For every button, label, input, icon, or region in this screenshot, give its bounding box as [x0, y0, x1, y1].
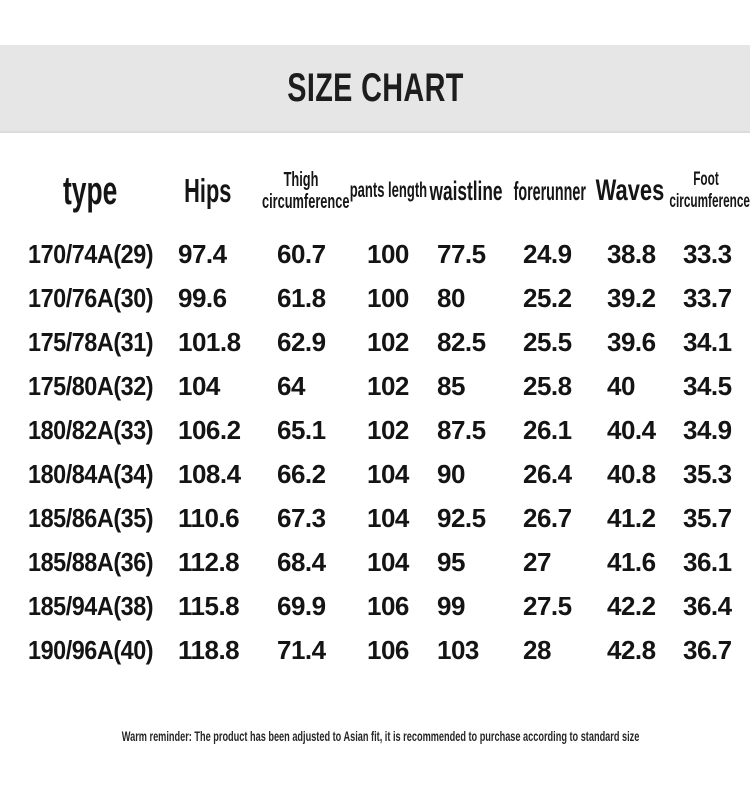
cell-value: 39.6 [607, 326, 656, 357]
table-cell-waistline [430, 591, 502, 622]
table-cell-foot-circumference [662, 371, 750, 402]
column-header-waistline [430, 176, 502, 207]
table-cell-type [20, 283, 160, 314]
table-cell-thigh-circumference [256, 415, 346, 446]
cell-value: 77.5 [437, 238, 486, 269]
cell-value: 106.2 [178, 414, 241, 445]
table-row [20, 408, 750, 452]
column-header-thigh-circumference [256, 169, 350, 213]
column-header-pants-length [346, 179, 430, 203]
cell-value: 65.1 [277, 414, 326, 445]
cell-value: 33.7 [683, 282, 732, 313]
table-cell-foot-circumference [662, 459, 750, 490]
cell-value: 108.4 [178, 458, 241, 489]
table-cell-forerunner [502, 371, 598, 402]
size-table [20, 150, 750, 672]
table-cell-pants-length [346, 459, 430, 490]
table-row [20, 584, 750, 628]
cell-value: 27 [523, 546, 551, 577]
cell-value: 40.4 [607, 414, 656, 445]
cell-value: 110.6 [178, 502, 240, 533]
table-cell-type [20, 459, 160, 490]
table-cell-forerunner [502, 283, 598, 314]
cell-value: 80 [437, 282, 465, 313]
reminder-text: Warm reminder: The product has been adjusted to Asian fit, it is recommended to purchase according to standard size [121, 729, 640, 744]
cell-value: 115.8 [178, 590, 240, 621]
table-cell-waistline [430, 327, 502, 358]
table-row [20, 540, 750, 584]
cell-value: 25.2 [523, 282, 572, 313]
cell-value: 34.9 [683, 414, 732, 445]
table-cell-pants-length [346, 503, 430, 534]
table-cell-waves [598, 547, 662, 578]
table-cell-thigh-circumference [256, 459, 346, 490]
table-cell-pants-length [346, 547, 430, 578]
column-header-label: Waves [595, 174, 665, 207]
table-cell-forerunner [502, 459, 598, 490]
cell-value: 100 [367, 282, 409, 313]
table-header-row [20, 150, 750, 232]
table-cell-foot-circumference [662, 327, 750, 358]
table-cell-foot-circumference [662, 415, 750, 446]
table-cell-foot-circumference [662, 547, 750, 578]
cell-value: 104 [367, 546, 409, 577]
column-header-foot-circumference [662, 169, 750, 213]
table-cell-waves [598, 371, 662, 402]
table-cell-type [20, 591, 160, 622]
table-cell-hips [160, 371, 256, 402]
table-cell-foot-circumference [662, 283, 750, 314]
cell-value: 97.4 [178, 238, 227, 269]
cell-value: 68.4 [277, 546, 326, 577]
column-header-label: type [62, 168, 118, 213]
table-row [20, 276, 750, 320]
table-cell-waves [598, 283, 662, 314]
cell-value: 35.3 [683, 458, 732, 489]
table-cell-waves [598, 415, 662, 446]
cell-value: 71.4 [277, 634, 326, 665]
cell-value: 26.7 [523, 502, 572, 533]
cell-value: 33.3 [683, 238, 732, 269]
table-cell-thigh-circumference [256, 239, 346, 270]
column-header-label: forerunner [513, 175, 587, 206]
table-cell-forerunner [502, 239, 598, 270]
cell-value: 40 [607, 370, 635, 401]
table-cell-type [20, 371, 160, 402]
cell-value: 40.8 [607, 458, 656, 489]
table-cell-pants-length [346, 283, 430, 314]
cell-value: 102 [367, 326, 409, 357]
cell-value: 104 [367, 502, 409, 533]
table-cell-hips [160, 591, 256, 622]
table-cell-waistline [430, 635, 502, 666]
table-cell-hips [160, 415, 256, 446]
table-cell-thigh-circumference [256, 547, 346, 578]
cell-value: 66.2 [277, 458, 326, 489]
table-cell-waistline [430, 415, 502, 446]
cell-value: 69.9 [277, 590, 326, 621]
cell-value: 25.5 [523, 326, 572, 357]
cell-value: 118.8 [178, 634, 240, 665]
table-cell-type [20, 547, 160, 578]
table-cell-hips [160, 327, 256, 358]
column-header-label: Foot circumference [669, 169, 750, 212]
cell-value: 61.8 [277, 282, 326, 313]
table-cell-waistline [430, 239, 502, 270]
cell-value: 112.8 [178, 546, 240, 577]
table-cell-waistline [430, 283, 502, 314]
cell-value: 175/78A(31) [28, 326, 154, 357]
table-cell-foot-circumference [662, 503, 750, 534]
column-header-label: pants length [349, 179, 427, 202]
table-cell-forerunner [502, 635, 598, 666]
cell-value: 99 [437, 590, 465, 621]
table-cell-hips [160, 503, 256, 534]
table-cell-forerunner [502, 503, 598, 534]
table-cell-pants-length [346, 239, 430, 270]
table-cell-hips [160, 283, 256, 314]
cell-value: 102 [367, 370, 409, 401]
table-cell-pants-length [346, 415, 430, 446]
column-header-label: waistline [429, 175, 503, 206]
cell-value: 34.1 [683, 326, 732, 357]
page-title: SIZE CHART [286, 65, 464, 110]
cell-value: 41.6 [607, 546, 656, 577]
cell-value: 25.8 [523, 370, 572, 401]
cell-value: 36.7 [683, 634, 732, 665]
cell-value: 106 [367, 590, 409, 621]
table-cell-waves [598, 459, 662, 490]
cell-value: 24.9 [523, 238, 572, 269]
table-cell-pants-length [346, 591, 430, 622]
cell-value: 28 [523, 634, 551, 665]
table-cell-waistline [430, 371, 502, 402]
cell-value: 175/80A(32) [28, 370, 154, 401]
cell-value: 170/76A(30) [28, 282, 154, 313]
table-cell-type [20, 503, 160, 534]
table-cell-waistline [430, 547, 502, 578]
cell-value: 38.8 [607, 238, 656, 269]
cell-value: 180/84A(34) [28, 458, 154, 489]
cell-value: 170/74A(29) [28, 238, 154, 269]
table-cell-waistline [430, 503, 502, 534]
cell-value: 26.4 [523, 458, 572, 489]
cell-value: 42.8 [607, 634, 656, 665]
cell-value: 190/96A(40) [28, 634, 154, 665]
cell-value: 185/94A(38) [28, 590, 154, 621]
cell-value: 180/82A(33) [28, 414, 154, 445]
table-cell-pants-length [346, 327, 430, 358]
cell-value: 34.5 [683, 370, 732, 401]
cell-value: 104 [178, 370, 220, 401]
cell-value: 35.7 [683, 502, 732, 533]
table-cell-thigh-circumference [256, 635, 346, 666]
table-cell-thigh-circumference [256, 503, 346, 534]
cell-value: 102 [367, 414, 409, 445]
cell-value: 85 [437, 370, 465, 401]
reminder-note [0, 728, 750, 746]
table-row [20, 452, 750, 496]
column-header-hips [160, 172, 256, 210]
table-cell-thigh-circumference [256, 591, 346, 622]
table-cell-waves [598, 239, 662, 270]
table-cell-foot-circumference [662, 591, 750, 622]
cell-value: 60.7 [277, 238, 326, 269]
table-cell-forerunner [502, 591, 598, 622]
table-cell-forerunner [502, 547, 598, 578]
cell-value: 36.4 [683, 590, 732, 621]
cell-value: 185/88A(36) [28, 546, 154, 577]
table-body [20, 232, 750, 672]
cell-value: 42.2 [607, 590, 656, 621]
cell-value: 26.1 [523, 414, 572, 445]
table-cell-thigh-circumference [256, 283, 346, 314]
cell-value: 104 [367, 458, 409, 489]
table-cell-hips [160, 635, 256, 666]
table-row [20, 496, 750, 540]
table-cell-foot-circumference [662, 239, 750, 270]
cell-value: 95 [437, 546, 465, 577]
table-cell-type [20, 239, 160, 270]
table-cell-waves [598, 503, 662, 534]
table-row [20, 364, 750, 408]
table-cell-hips [160, 459, 256, 490]
column-header-label: Hips [184, 172, 232, 209]
table-cell-forerunner [502, 415, 598, 446]
cell-value: 92.5 [437, 502, 486, 533]
table-cell-pants-length [346, 371, 430, 402]
table-cell-waves [598, 327, 662, 358]
cell-value: 64 [277, 370, 305, 401]
table-cell-forerunner [502, 327, 598, 358]
cell-value: 27.5 [523, 590, 572, 621]
cell-value: 82.5 [437, 326, 486, 357]
table-cell-type [20, 327, 160, 358]
cell-value: 62.9 [277, 326, 326, 357]
table-cell-foot-circumference [662, 635, 750, 666]
cell-value: 103 [437, 634, 479, 665]
cell-value: 87.5 [437, 414, 486, 445]
table-cell-waves [598, 635, 662, 666]
cell-value: 36.1 [683, 546, 732, 577]
table-cell-thigh-circumference [256, 327, 346, 358]
table-cell-waistline [430, 459, 502, 490]
table-cell-hips [160, 547, 256, 578]
table-row [20, 628, 750, 672]
table-cell-hips [160, 239, 256, 270]
table-cell-type [20, 415, 160, 446]
cell-value: 106 [367, 634, 409, 665]
title-banner [0, 45, 750, 133]
cell-value: 41.2 [607, 502, 656, 533]
cell-value: 39.2 [607, 282, 656, 313]
cell-value: 90 [437, 458, 465, 489]
table-cell-waves [598, 591, 662, 622]
cell-value: 99.6 [178, 282, 227, 313]
table-cell-pants-length [346, 635, 430, 666]
cell-value: 100 [367, 238, 409, 269]
table-cell-type [20, 635, 160, 666]
column-header-waves [595, 174, 665, 208]
table-row [20, 320, 750, 364]
table-row [20, 232, 750, 276]
column-header-label: Thigh circumference [261, 169, 350, 213]
table-cell-thigh-circumference [256, 371, 346, 402]
column-header-type [20, 169, 160, 214]
cell-value: 101.8 [178, 326, 241, 357]
cell-value: 67.3 [277, 502, 326, 533]
cell-value: 185/86A(35) [28, 502, 154, 533]
column-header-forerunner [502, 176, 598, 207]
